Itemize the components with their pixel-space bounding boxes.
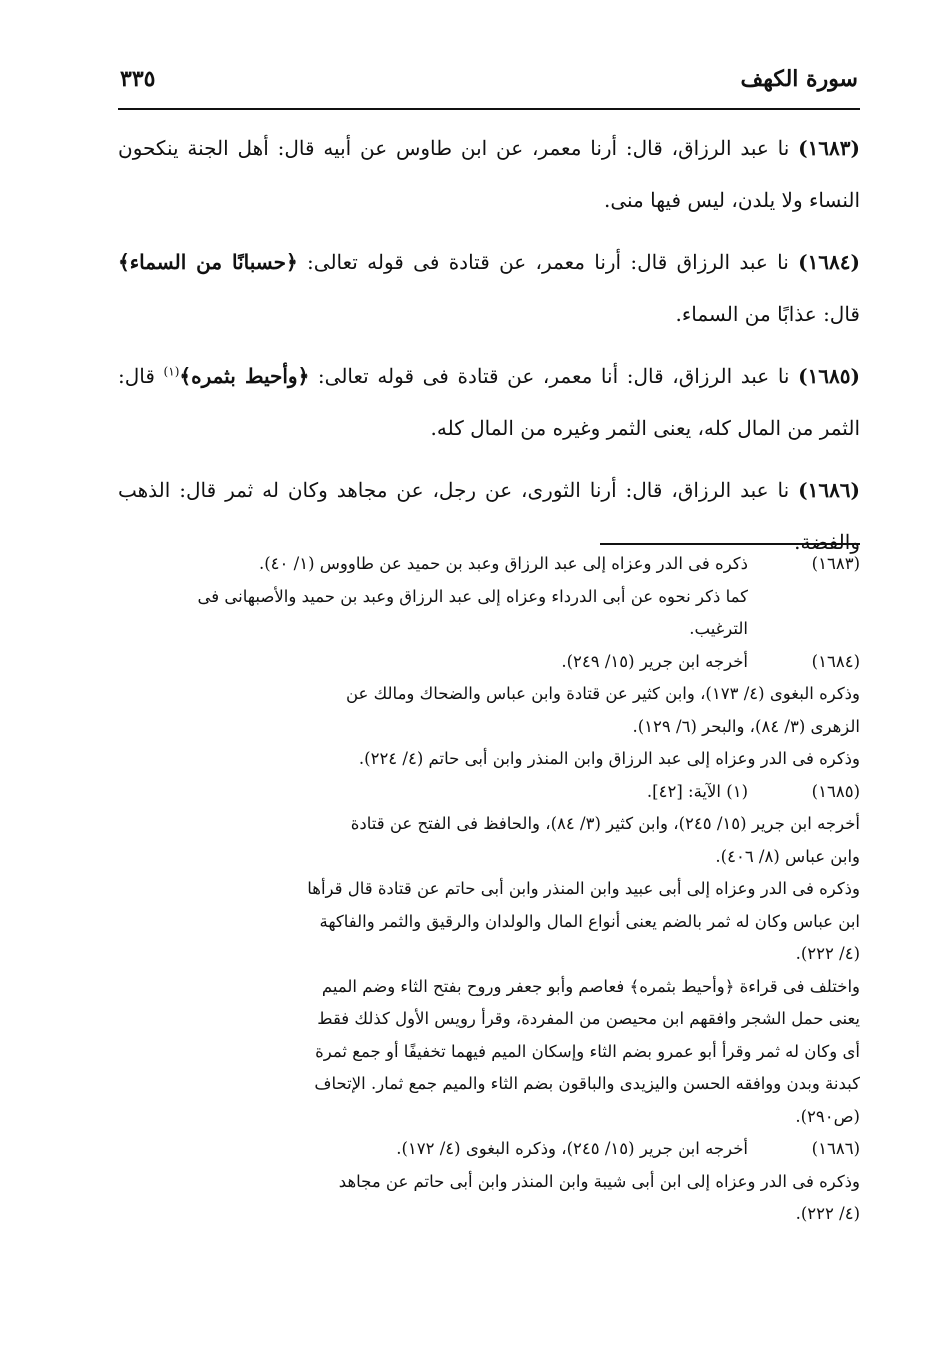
page-number: ٣٣٥	[120, 66, 156, 92]
footnote-label: (١٦٨٤)	[811, 651, 860, 671]
footnote-1685	[118, 776, 860, 1134]
hadith-text: قال: الثمر من المال كله، يعنى الثمر وغيره من المال كله.	[118, 364, 860, 440]
hadith-1684	[118, 236, 860, 340]
footnote-line: أخرجه ابن جرير (١٥/ ٢٤٥)، وابن كثير (٣/ ٨٤)، والحافظ فى الفتح عن قتادة	[350, 814, 860, 833]
footnote-line: وابن عباس (٨/ ٤٠٦).	[715, 846, 860, 866]
footnote-line: أى وكان له ثمر وقرأ أبو عمرو بضم الثاء وإسكان الميم فيهما تخفيفًا أو جمع ثمرة	[315, 1041, 860, 1061]
main-text	[118, 122, 860, 578]
hadith-number: (١٦٨٦)	[798, 478, 861, 502]
footnote-1686	[118, 1133, 860, 1231]
footnote-line: الزهرى (٣/ ٨٤)، والبحر (٦/ ١٢٩).	[632, 716, 860, 736]
header-rule	[118, 108, 860, 110]
quran-quote: ﴿حسبانًا من السماء﴾	[118, 250, 298, 274]
footnotes	[118, 548, 860, 1231]
footnote-line: واختلف فى قراءة ﴿وأحيط بثمره﴾ فعاصم وأبو جعفر وروح بفتح الثاء وضم الميم	[321, 976, 860, 996]
footnote-label: (١٦٨٦)	[811, 1139, 860, 1158]
footnote-line: (١) الآية: [٤٢].	[646, 781, 748, 801]
hadith-number: (١٦٨٤)	[798, 250, 860, 274]
footnote-marker: (١)	[163, 364, 180, 379]
hadith-text: نا عبد الرزاق، قال: أرنا معمر، عن ابن طاوس عن أبيه قال: أهل الجنة ينكحون النساء ولا يلدن، ليس فيها منى.	[118, 136, 860, 212]
running-head-surah-title: سورة الكهف	[740, 66, 858, 92]
hadith-text: نا عبد الرزاق قال: أرنا معمر، عن قتادة فى قوله تعالى:	[307, 250, 789, 274]
hadith-number: (١٦٨٥)	[798, 364, 860, 388]
footnote-label: (١٦٨٥)	[811, 781, 860, 801]
footnote-line: ذكره فى الدر وعزاه إلى عبد الرزاق وعبد بن حميد عن طاووس (١/ ٤٠).	[258, 554, 748, 573]
footnote-line: وذكره فى الدر وعزاه إلى أبى عبيد وابن المنذر وابن أبى حاتم عن قتادة قال قرأها	[307, 879, 860, 898]
hadith-text: قال: عذابًا من السماء.	[675, 302, 860, 326]
hadith-text: نا عبد الرزاق، قال: أرنا الثورى، عن رجل، عن مجاهد وكان له ثمر قال: الذهب والفضة.	[118, 478, 860, 554]
footnote-rule	[600, 543, 860, 545]
footnote-label: (١٦٨٣)	[811, 554, 860, 573]
footnote-line: ابن عباس وكان له ثمر بالضم يعنى أنواع المال والولدان والرقيق والثمر والفاكهة	[319, 911, 860, 931]
footnote-line: وذكره فى الدر وعزاه إلى ابن أبى شيبة وابن المنذر وابن أبى حاتم عن مجاهد	[338, 1171, 860, 1191]
footnote-line: (ص٢٩٠).	[795, 1106, 860, 1126]
footnote-line: (٤/ ٢٢٢).	[795, 1204, 860, 1223]
footnote-line: كما ذكر نحوه عن أبى الدرداء وعزاه إلى عبد الرزاق وعبد بن حميد والأصبهانى فى	[197, 586, 748, 606]
footnote-line: أخرجه ابن جرير (١٥/ ٢٤٥)، وذكره البغوى (٤/ ١٧٢).	[396, 1139, 748, 1158]
quran-quote: ﴿وأحيط بثمره﴾	[179, 364, 310, 388]
hadith-text: نا عبد الرزاق، قال: أنا معمر، عن قتادة فى قوله تعالى:	[317, 364, 790, 388]
footnote-1684	[118, 646, 860, 776]
footnote-1683	[118, 548, 860, 646]
footnote-line: كبدنة وبدن ووافقه الحسن واليزيدى والباقون بضم الثاء والميم جمع ثمار. الإتحاف	[314, 1074, 860, 1093]
footnote-line: (٤/ ٢٢٢).	[795, 944, 860, 963]
hadith-number: (١٦٨٣)	[798, 136, 860, 160]
footnote-line: وذكره فى الدر وعزاه إلى عبد الرزاق وابن المنذر وابن أبى حاتم (٤/ ٢٢٤).	[358, 749, 860, 768]
footnote-line: وذكره البغوى (٤/ ١٧٣)، وابن كثير عن قتادة وابن عباس والضحاك ومالك عن	[345, 684, 860, 703]
hadith-1683	[118, 122, 860, 226]
footnote-line: الترغيب.	[689, 619, 748, 638]
footnote-line: يعنى حمل الشجر وافقهم ابن محيصن من المفردة، وقرأ رويس الأول كذلك فقط	[317, 1009, 860, 1028]
hadith-1685	[118, 350, 860, 454]
footnote-line: أخرجه ابن جرير (١٥/ ٢٤٩).	[561, 651, 748, 671]
